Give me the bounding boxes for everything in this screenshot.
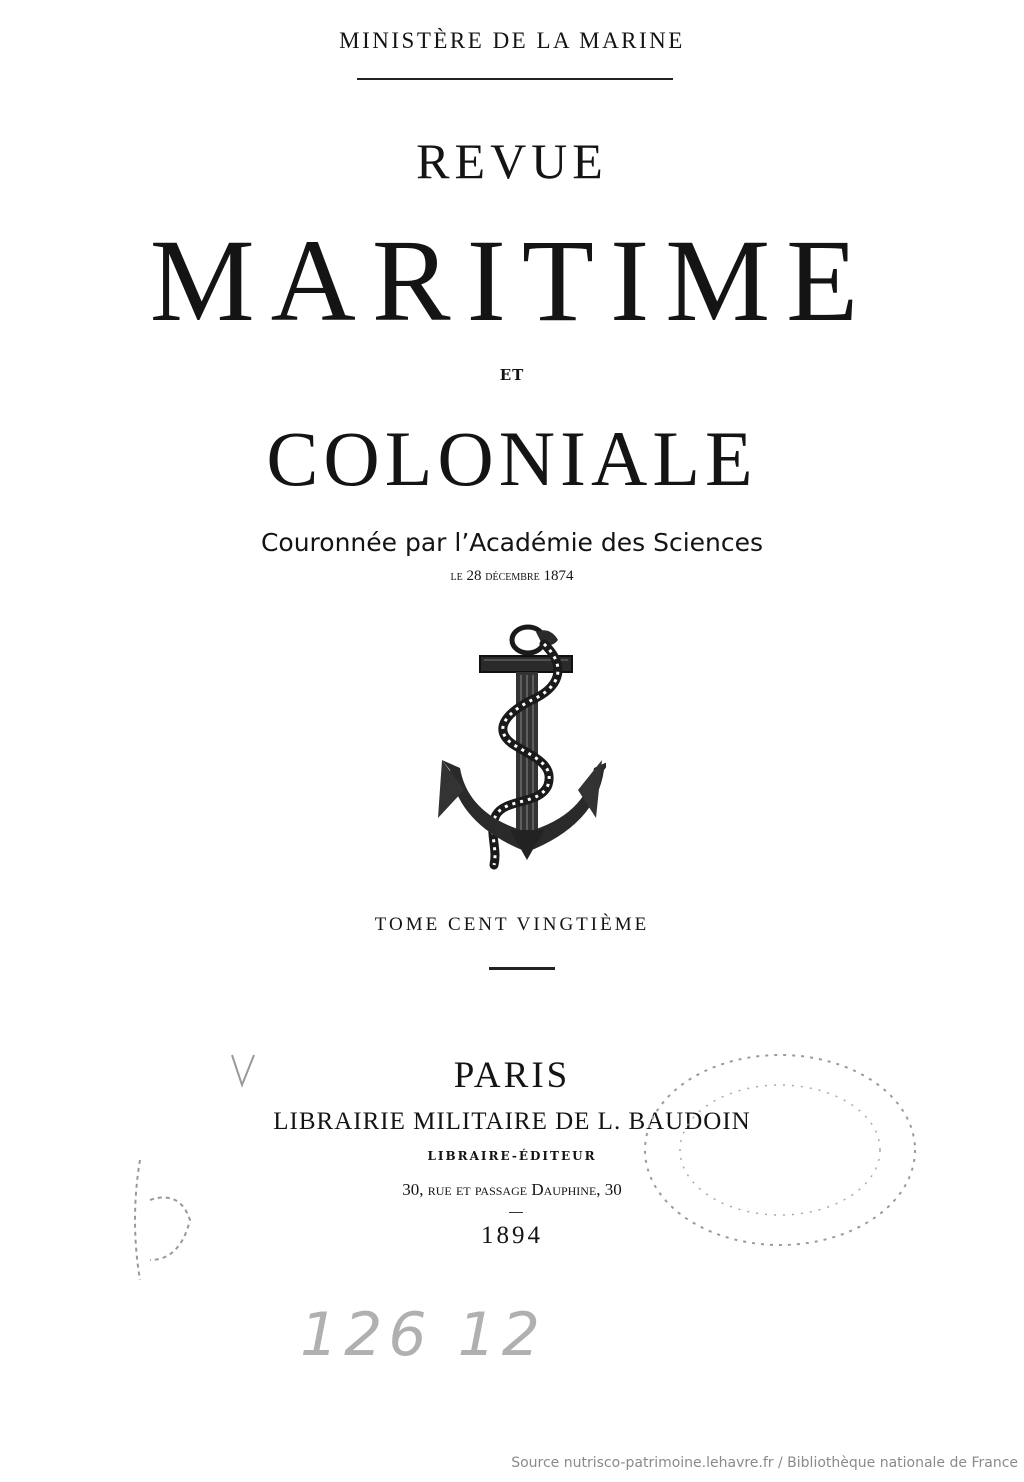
publisher-name: LIBRAIRIE MILITAIRE DE L. BAUDOIN (273, 1108, 751, 1135)
subtitle-academy: Couronnée par l’Académie des Sciences (260, 528, 764, 557)
middle-divider (489, 967, 555, 970)
source-attribution: Source nutrisco-patrimoine.lehavre.fr / Bibliothèque nationale de France (511, 1455, 1018, 1471)
publisher-address (0, 1180, 1024, 1200)
volume-label: TOME CENT VINGTIÈME (374, 914, 650, 935)
publisher-role: LIBRAIRE-ÉDITEUR (427, 1149, 597, 1163)
address-street: rue et passage Dauphine, (427, 1180, 601, 1199)
city-label: PARIS (453, 1055, 571, 1096)
shelfmark: 126 12 (300, 1300, 546, 1370)
handwritten-mark-left (135, 1160, 190, 1280)
title-maritime: MARITIME (149, 215, 875, 346)
date-prefix: le (450, 569, 463, 584)
small-divider (509, 1212, 523, 1213)
publication-year: 1894 (481, 1222, 543, 1249)
address-number: 30, (402, 1180, 424, 1199)
title-conjunction: ET (499, 366, 525, 384)
ministry-heading: MINISTÈRE DE LA MARINE (339, 28, 685, 53)
date-month: décembre (485, 569, 540, 584)
top-divider (357, 78, 673, 80)
address-number-end: 30 (604, 1180, 622, 1199)
title-revue: REVUE (416, 133, 608, 189)
award-date (0, 568, 1024, 585)
anchor-icon (436, 620, 606, 880)
title-coloniale: COLONIALE (266, 415, 758, 502)
date-day: 28 (466, 568, 482, 584)
date-year: 1874 (543, 568, 574, 584)
